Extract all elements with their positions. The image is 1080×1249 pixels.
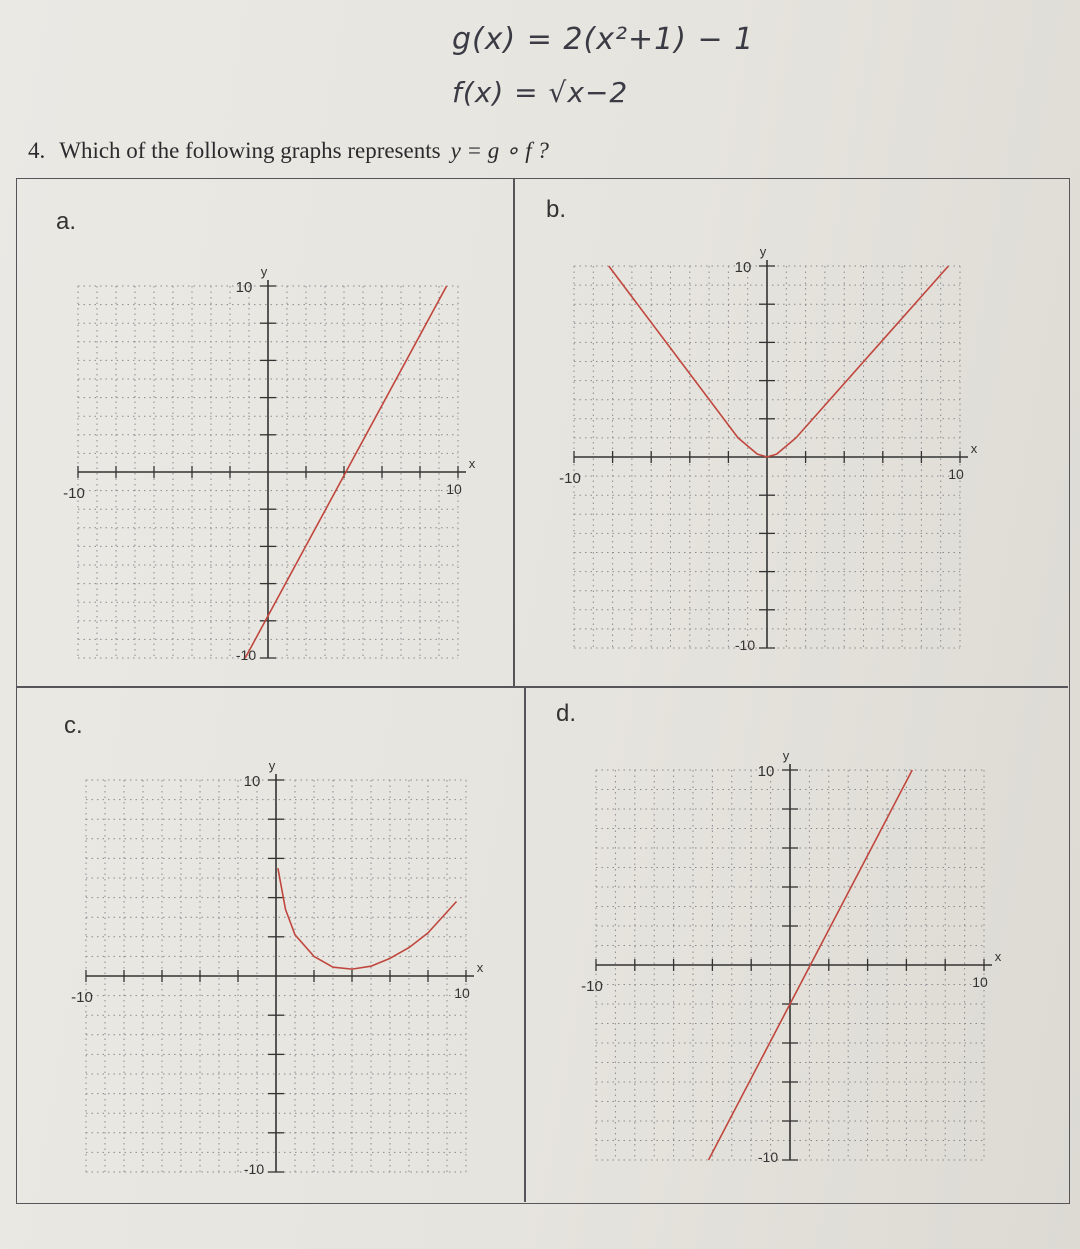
x-max-label: 10	[454, 985, 470, 1001]
question-number: 4.	[28, 138, 46, 163]
x-min-label: -10	[71, 989, 93, 1006]
f-function-handwritten: f(x) = √x−2	[452, 76, 629, 109]
graph-b[interactable]	[556, 244, 978, 662]
y-max-label: 10	[734, 259, 752, 276]
y-min-label: -10	[243, 1161, 265, 1177]
y-min-label: -10	[757, 1149, 779, 1165]
choice-c-letter: c.	[64, 712, 83, 739]
x-min-label: -10	[559, 470, 581, 487]
graph-curve	[278, 868, 457, 969]
y-max-label: 10	[243, 773, 261, 790]
row-divider	[16, 686, 1068, 688]
x-axis-name: x	[970, 441, 978, 456]
y-axis-name: y	[759, 244, 767, 259]
x-axis-name: x	[476, 960, 484, 975]
y-max-label: 10	[757, 763, 775, 780]
question-text: Which of the following graphs represents	[59, 138, 441, 163]
x-max-label: 10	[446, 481, 462, 497]
x-max-label: 10	[972, 974, 988, 990]
y-max-label: 10	[235, 279, 253, 296]
x-max-label: 10	[948, 466, 964, 482]
x-min-label: -10	[581, 978, 603, 995]
graph-c[interactable]	[64, 758, 484, 1177]
graph-d[interactable]	[576, 748, 1002, 1166]
x-axis-name: x	[994, 949, 1002, 964]
x-min-label: -10	[63, 485, 85, 502]
y-min-label: -10	[734, 637, 756, 653]
y-axis-name: y	[268, 758, 276, 773]
y-axis-name: y	[782, 748, 790, 763]
g-function-handwritten: g(x) = 2(x²+1) − 1	[452, 22, 755, 57]
y-min-label: -10	[235, 647, 257, 663]
column-divider-bottom	[524, 686, 526, 1202]
choice-d-letter: d.	[556, 700, 577, 727]
x-axis-name: x	[468, 456, 476, 471]
graph-a[interactable]	[60, 264, 476, 670]
choice-a-letter: a.	[56, 208, 77, 235]
question-4	[28, 138, 549, 164]
question-expression: y = g ∘ f ?	[450, 138, 549, 163]
y-axis-name: y	[260, 264, 268, 279]
choice-b-letter: b.	[546, 196, 567, 223]
column-divider-top	[513, 178, 515, 686]
